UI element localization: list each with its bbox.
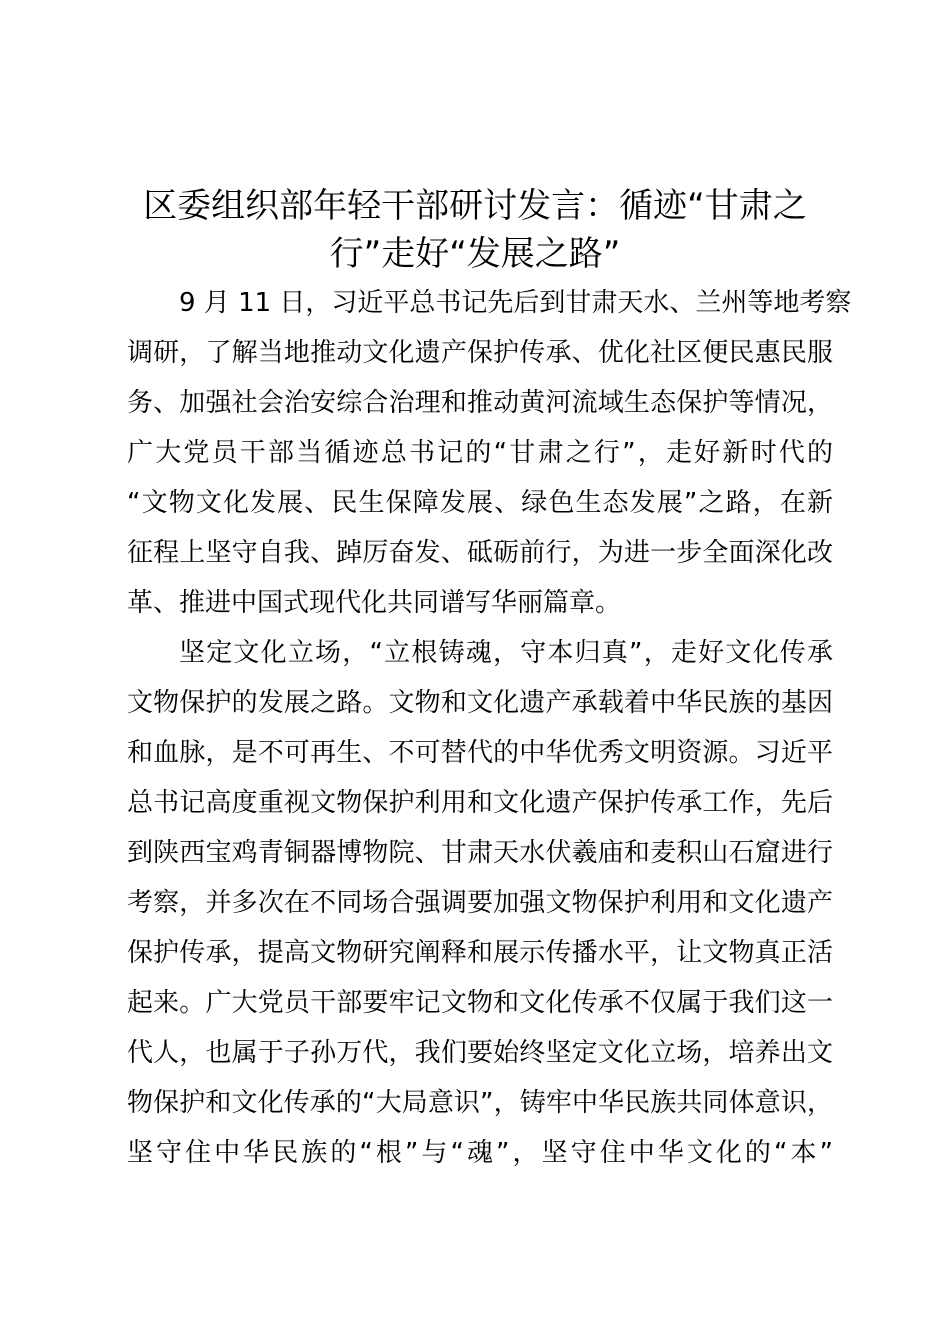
paragraph-line: 革、推进中国式现代化共同谱写华丽篇章。: [127, 588, 622, 618]
paragraph-line: “文物文化发展、民生保障发展、绿色生态发展”之路，在新: [127, 488, 833, 518]
paragraph-line: 起来。广大党员干部要牢记文物和文化传承不仅属于我们这一: [127, 988, 833, 1018]
document-title-line-1: 区委组织部年轻干部研讨发言：循迹“甘肃之: [143, 186, 807, 226]
paragraph-line: 征程上坚守自我、踔厉奋发、砥砺前行，为进一步全面深化改: [127, 538, 833, 568]
paragraph-line: 9 月 11 日，习近平总书记先后到甘肃天水、兰州等地考察: [179, 288, 852, 318]
paragraph-line: 坚定文化立场，“立根铸魂，守本归真”，走好文化传承: [179, 638, 833, 668]
paragraph-line: 总书记高度重视文物保护利用和文化遗产保护传承工作，先后: [127, 788, 833, 818]
paragraph-line: 坚守住中华民族的“根”与“魂”，坚守住中华文化的“本”: [127, 1138, 833, 1168]
paragraph-line: 保护传承，提高文物研究阐释和展示传播水平，让文物真正活: [127, 938, 833, 968]
paragraph-line: 务、加强社会治安综合治理和推动黄河流域生态保护等情况，: [127, 388, 833, 418]
paragraph-line: 和血脉，是不可再生、不可替代的中华优秀文明资源。习近平: [127, 738, 833, 768]
paragraph-line: 考察，并多次在不同场合强调要加强文物保护利用和文化遗产: [127, 888, 833, 918]
paragraph-line: 到陕西宝鸡青铜器博物院、甘肃天水伏羲庙和麦积山石窟进行: [127, 838, 833, 868]
paragraph-line: 调研，了解当地推动文化遗产保护传承、优化社区便民惠民服: [127, 338, 833, 368]
paragraph-line: 物保护和文化传承的“大局意识”，铸牢中华民族共同体意识，: [127, 1088, 833, 1118]
paragraph-line: 代人，也属于子孙万代，我们要始终坚定文化立场，培养出文: [127, 1038, 833, 1068]
document-title-line-2: 行”走好“发展之路”: [329, 234, 621, 274]
paragraph-line: 广大党员干部当循迹总书记的“甘肃之行”，走好新时代的: [127, 438, 833, 468]
paragraph-line: 文物保护的发展之路。文物和文化遗产承载着中华民族的基因: [127, 688, 833, 718]
